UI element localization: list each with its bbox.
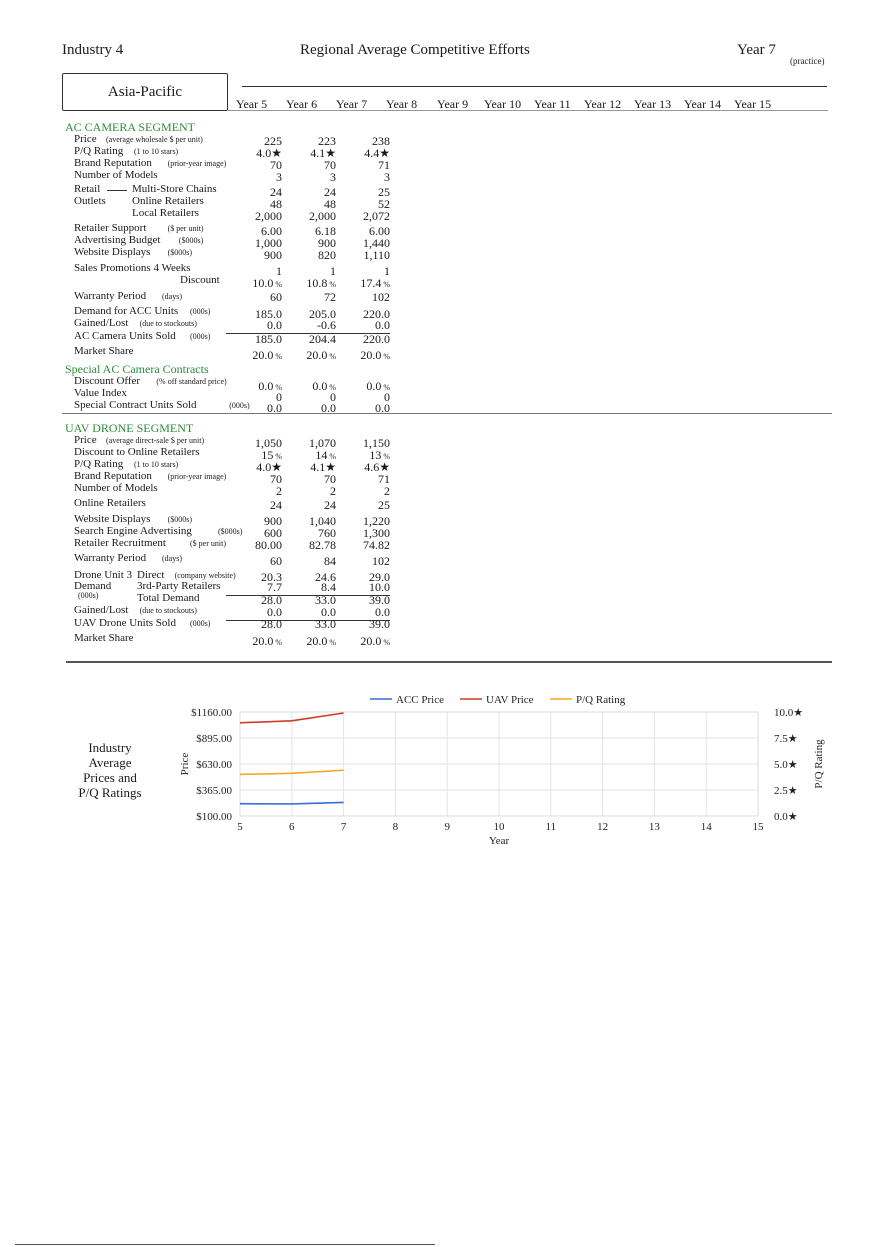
- row-sublabel: (days): [162, 554, 182, 563]
- percent-sign: %: [273, 452, 282, 461]
- value-text: 205.0: [309, 307, 336, 321]
- row-label: Online Retailers: [132, 195, 204, 207]
- uav-segment-title: UAV DRONE SEGMENT: [65, 421, 194, 435]
- row-label: Retailer Support: [74, 222, 147, 234]
- header-rule: [242, 86, 827, 87]
- value-text: 24: [270, 185, 282, 199]
- value-text: 0.0: [321, 605, 336, 619]
- x-tick-label: 5: [237, 821, 243, 833]
- value-text: 900: [264, 514, 282, 528]
- value-text: 20.0: [360, 634, 382, 648]
- value-cell: [334, 538, 390, 553]
- y-tick-label: $630.00: [196, 759, 232, 771]
- chart-side-label-line: Average: [88, 755, 132, 770]
- value-text: 20.0: [360, 348, 382, 362]
- y-tick-label: $1160.00: [191, 707, 232, 719]
- row-label: Discount Offer: [74, 375, 141, 387]
- value-cell: [334, 290, 390, 305]
- value-text: 760: [318, 526, 336, 540]
- value-text: 2,072: [363, 209, 390, 223]
- row-label: Market Share: [74, 632, 134, 644]
- row-label: Local Retailers: [132, 207, 199, 219]
- value-text: 0.0: [267, 605, 282, 619]
- x-tick-label: 8: [392, 821, 399, 833]
- row-label: Number of Models: [74, 169, 158, 181]
- value-text: 1: [384, 264, 390, 278]
- percent-sign: %: [381, 383, 390, 392]
- value-text: 84: [324, 554, 336, 568]
- year-header: Year 8: [386, 97, 418, 111]
- row-label: Website Displays: [74, 246, 151, 258]
- value-cell: [334, 170, 390, 185]
- percent-sign: %: [327, 638, 336, 647]
- value-text: 820: [318, 248, 336, 262]
- value-text: 238: [372, 134, 390, 148]
- y-tick-label: $895.00: [196, 733, 232, 745]
- value-cell: [226, 332, 282, 347]
- value-text: 220.0: [363, 332, 390, 346]
- x-tick-label: 7: [340, 821, 347, 833]
- value-text: 25: [378, 185, 390, 199]
- row-label: Price: [74, 434, 97, 446]
- value-text: 82.78: [309, 538, 336, 552]
- value-cell: [280, 498, 336, 513]
- page-title: Regional Average Competitive Efforts: [300, 42, 530, 58]
- row-label: Warranty Period: [74, 290, 147, 302]
- value-text: 60: [270, 554, 282, 568]
- value-cell: [280, 276, 336, 291]
- value-text: 185.0: [255, 307, 282, 321]
- row-label: Discount: [180, 274, 220, 286]
- y-tick-label: $100.00: [196, 811, 232, 823]
- percent-sign: %: [381, 352, 390, 361]
- row-sublabel: (prior-year image): [167, 472, 227, 481]
- percent-sign: %: [273, 280, 282, 289]
- value-cell: [280, 290, 336, 305]
- value-text: 80.00: [255, 538, 282, 552]
- x-tick-label: 10: [493, 821, 505, 833]
- value-text: 3: [384, 170, 390, 184]
- row-label: Outlets: [74, 195, 106, 207]
- year-header: Year 7: [336, 97, 368, 111]
- y2-tick-label: 2.5★: [774, 785, 798, 797]
- x-tick-label: 11: [545, 821, 557, 833]
- value-text: 4.6★: [364, 460, 390, 474]
- value-text: 52: [378, 197, 390, 211]
- y2-tick-label: 10.0★: [774, 707, 804, 719]
- year-header: Year 11: [534, 97, 571, 111]
- value-cell: [280, 554, 336, 569]
- value-text: 4.1★: [310, 460, 336, 474]
- row-label: Demand: [74, 580, 112, 592]
- percent-sign: %: [273, 352, 282, 361]
- value-text: 600: [264, 526, 282, 540]
- y2-tick-label: 0.0★: [774, 811, 798, 823]
- value-text: 220.0: [363, 307, 390, 321]
- x-axis-label: Year: [488, 835, 510, 847]
- value-cell: [280, 348, 336, 363]
- value-text: 1,220: [363, 514, 390, 528]
- row-sublabel: (average wholesale $ per unit): [106, 135, 203, 144]
- value-text: 39.0: [369, 617, 390, 631]
- value-text: 24.6: [315, 570, 336, 584]
- row-label: P/Q Rating: [74, 458, 124, 470]
- row-label: Total Demand: [137, 592, 200, 604]
- value-text: 24: [270, 498, 282, 512]
- value-text: 39.0: [369, 593, 390, 607]
- row-label: Gained/Lost: [74, 317, 129, 329]
- row-label: AC Camera Units Sold: [74, 330, 176, 342]
- value-cell: [334, 484, 390, 499]
- footer-rule: [15, 1244, 435, 1245]
- value-cell: [280, 209, 336, 224]
- row-label: Advertising Budget: [74, 234, 161, 246]
- legend-label: UAV Price: [486, 694, 534, 706]
- row-label: Market Share: [74, 345, 134, 357]
- value-cell: [334, 332, 390, 347]
- value-text: 900: [318, 236, 336, 250]
- percent-sign: %: [381, 280, 390, 289]
- value-text: 20.0: [252, 348, 274, 362]
- value-cell: [334, 209, 390, 224]
- value-text: 0.0: [375, 401, 390, 415]
- value-text: 102: [372, 290, 390, 304]
- value-cell: [334, 498, 390, 513]
- row-sublabel: (1 to 10 stars): [134, 147, 179, 156]
- value-text: 0: [276, 390, 282, 404]
- value-text: 1,040: [309, 514, 336, 528]
- value-text: 1,300: [363, 526, 390, 540]
- value-text: 0: [384, 390, 390, 404]
- row-label: Gained/Lost: [74, 604, 129, 616]
- year-header: Year 6: [286, 97, 318, 111]
- percent-sign: %: [273, 638, 282, 647]
- value-cell: [226, 248, 282, 263]
- row-label: Warranty Period: [74, 552, 147, 564]
- y-tick-label: $365.00: [196, 785, 232, 797]
- x-tick-label: 13: [648, 821, 660, 833]
- value-text: 2: [330, 484, 336, 498]
- legend-label: ACC Price: [396, 694, 444, 706]
- chart-side-label-line: P/Q Ratings: [78, 785, 142, 800]
- row-sublabel: (000s): [190, 307, 211, 316]
- value-text: 20.3: [261, 570, 282, 584]
- year-label: Year 7: [737, 42, 776, 58]
- value-text: 33.0: [315, 617, 336, 631]
- row-sublabel: ($000s): [178, 236, 204, 245]
- value-text: 900: [264, 248, 282, 262]
- value-text: 225: [264, 134, 282, 148]
- value-text: 28.0: [261, 617, 282, 631]
- value-text: 72: [324, 290, 336, 304]
- value-text: 3: [330, 170, 336, 184]
- value-text: -0.6: [317, 318, 336, 332]
- row-sublabel: ($ per unit): [190, 539, 226, 548]
- value-text: 0.0: [258, 379, 274, 393]
- value-text: 0.0: [267, 318, 282, 332]
- row-label: 3rd-Party Retailers: [137, 580, 221, 592]
- row-label: Number of Models: [74, 482, 158, 494]
- row-label: Multi-Store Chains: [132, 183, 217, 195]
- year-header: Year 10: [484, 97, 522, 111]
- value-text: 0.0: [366, 379, 382, 393]
- value-cell: [280, 634, 336, 649]
- chart-side-label-line: Industry: [88, 740, 132, 755]
- value-text: 1,050: [255, 436, 282, 450]
- y-axis-label: Price: [179, 752, 191, 776]
- value-text: 0.0: [267, 401, 282, 415]
- value-text: 14: [315, 448, 328, 462]
- row-sublabel: (000s): [190, 332, 211, 341]
- acc-segment-title: AC CAMERA SEGMENT: [65, 120, 196, 134]
- price-pq-chart: [160, 688, 840, 858]
- value-text: 1: [330, 264, 336, 278]
- value-text: 4.1★: [310, 146, 336, 160]
- value-text: 70: [270, 472, 282, 486]
- value-cell: [280, 617, 336, 632]
- value-cell: [334, 634, 390, 649]
- value-cell: [280, 332, 336, 347]
- value-text: 70: [324, 472, 336, 486]
- row-label: Search Engine Advertising: [74, 525, 192, 537]
- value-text: 70: [324, 158, 336, 172]
- row-label: Direct: [137, 569, 165, 581]
- row-sublabel: ($000s): [167, 515, 193, 524]
- value-text: 10.8: [306, 276, 328, 290]
- value-text: 2: [276, 484, 282, 498]
- value-cell: [334, 248, 390, 263]
- percent-sign: %: [273, 383, 282, 392]
- value-cell: [226, 634, 282, 649]
- value-text: 71: [378, 472, 390, 486]
- value-text: 2: [384, 484, 390, 498]
- row-label: Price: [74, 133, 97, 145]
- value-text: 10.0: [252, 276, 274, 290]
- row-label: Online Retailers: [74, 497, 146, 509]
- value-cell: [280, 170, 336, 185]
- value-cell: [226, 348, 282, 363]
- value-text: 2,000: [309, 209, 336, 223]
- value-cell: [226, 498, 282, 513]
- value-cell: [226, 290, 282, 305]
- value-text: 2,000: [255, 209, 282, 223]
- value-text: 7.7: [267, 580, 282, 594]
- value-cell: [334, 348, 390, 363]
- value-text: 24: [324, 185, 336, 199]
- value-text: 48: [324, 197, 336, 211]
- value-text: 20.0: [306, 348, 328, 362]
- y2-tick-label: 7.5★: [774, 733, 798, 745]
- value-text: 0.0: [321, 401, 336, 415]
- row-label: Discount to Online Retailers: [74, 446, 200, 458]
- x-tick-label: 15: [752, 821, 764, 833]
- industry-label: Industry 4: [62, 42, 124, 58]
- row-label: UAV Drone Units Sold: [74, 617, 176, 629]
- value-cell: [334, 554, 390, 569]
- value-text: 8.4: [321, 580, 336, 594]
- value-text: 1,440: [363, 236, 390, 250]
- year-header: Year 5: [236, 97, 268, 111]
- section-divider: [62, 413, 832, 414]
- row-sublabel: (% off standard price): [156, 377, 227, 386]
- value-text: 25: [378, 498, 390, 512]
- chart-side-label-line: Prices and: [83, 770, 137, 785]
- row-label: Sales Promotions 4 Weeks: [74, 262, 191, 274]
- value-cell: [226, 538, 282, 553]
- y2-tick-label: 5.0★: [774, 759, 798, 771]
- value-text: 1,110: [363, 248, 390, 262]
- value-cell: [226, 170, 282, 185]
- value-text: 185.0: [255, 332, 282, 346]
- row-sublabel: (company website): [174, 571, 236, 580]
- value-text: 4.0★: [256, 146, 282, 160]
- row-label: P/Q Rating: [74, 145, 124, 157]
- row-label: Website Displays: [74, 513, 151, 525]
- row-sublabel: ($000s): [218, 527, 243, 536]
- row-label: Retailer Recruitment: [74, 537, 166, 549]
- value-text: 74.82: [363, 538, 390, 552]
- chart-side-label: [70, 740, 150, 800]
- value-text: 223: [318, 134, 336, 148]
- value-text: 1: [276, 264, 282, 278]
- value-text: 6.00: [261, 224, 282, 238]
- value-text: 102: [372, 554, 390, 568]
- row-label: Retail: [74, 183, 101, 195]
- value-cell: [226, 617, 282, 632]
- year-header: Year 15: [734, 97, 772, 111]
- practice-note: (practice): [790, 56, 825, 66]
- value-text: 4.0★: [256, 460, 282, 474]
- row-label: Demand for ACC Units: [74, 305, 179, 317]
- x-tick-label: 9: [444, 821, 450, 833]
- value-text: 28.0: [261, 593, 282, 607]
- special-contracts-title: Special AC Camera Contracts: [65, 362, 209, 376]
- row-sublabel: (due to stockouts): [139, 606, 197, 615]
- value-cell: [280, 538, 336, 553]
- value-text: 13: [369, 448, 382, 462]
- percent-sign: %: [327, 383, 336, 392]
- value-text: 0.0: [375, 605, 390, 619]
- year-header: Year 9: [437, 97, 469, 111]
- bracket-line: [107, 190, 127, 191]
- value-text: 0.0: [312, 379, 328, 393]
- row-label: Brand Reputation: [74, 470, 152, 482]
- value-text: 1,000: [255, 236, 282, 250]
- value-text: 71: [378, 158, 390, 172]
- value-cell: [226, 484, 282, 499]
- year-header: Year 13: [634, 97, 672, 111]
- percent-sign: %: [381, 452, 390, 461]
- value-cell: [334, 276, 390, 291]
- value-text: 20.0: [252, 634, 274, 648]
- row-sublabel: ($000s): [167, 248, 193, 257]
- row-sublabel: (000s): [190, 619, 211, 628]
- value-text: 0: [330, 390, 336, 404]
- row-sublabel: (1 to 10 stars): [134, 460, 179, 469]
- value-text: 24: [324, 498, 336, 512]
- row-label: Special Contract Units Sold: [74, 399, 197, 411]
- row-label: Drone Unit 3: [74, 569, 133, 581]
- row-sublabel: (000s): [229, 401, 250, 410]
- value-cell: [280, 484, 336, 499]
- value-text: 10.0: [369, 580, 390, 594]
- x-tick-label: 6: [289, 821, 295, 833]
- value-text: 17.4: [360, 276, 382, 290]
- year-header: Year 12: [584, 97, 622, 111]
- percent-sign: %: [327, 280, 336, 289]
- value-text: 0.0: [375, 318, 390, 332]
- value-cell: [226, 554, 282, 569]
- value-cell: [334, 617, 390, 632]
- region-tab[interactable]: Asia-Pacific: [62, 73, 228, 111]
- value-text: 29.0: [369, 570, 390, 584]
- value-text: 20.0: [306, 634, 328, 648]
- value-text: 1,070: [309, 436, 336, 450]
- value-text: 70: [270, 158, 282, 172]
- year-header: Year 14: [684, 97, 722, 111]
- percent-sign: %: [327, 352, 336, 361]
- row-sublabel: ($ per unit): [167, 224, 204, 233]
- value-text: 6.18: [315, 224, 336, 238]
- legend-label: P/Q Rating: [576, 694, 626, 706]
- value-text: 48: [270, 197, 282, 211]
- row-sublabel: (days): [162, 292, 182, 301]
- value-text: 3: [276, 170, 282, 184]
- row-label: Value Index: [74, 387, 127, 399]
- row-sublabel: (000s): [78, 591, 99, 600]
- x-tick-label: 14: [700, 821, 712, 833]
- value-cell: [226, 209, 282, 224]
- value-text: 204.4: [309, 332, 336, 346]
- value-cell: [226, 276, 282, 291]
- value-text: 15: [261, 448, 274, 462]
- value-text: 4.4★: [364, 146, 390, 160]
- value-text: 33.0: [315, 593, 336, 607]
- row-label: Brand Reputation: [74, 157, 152, 169]
- row-sublabel: (due to stockouts): [139, 319, 197, 328]
- y2-axis-label: P/Q Rating: [813, 739, 825, 789]
- percent-sign: %: [381, 638, 390, 647]
- value-cell: [280, 248, 336, 263]
- value-text: 1,150: [363, 436, 390, 450]
- value-text: 6.00: [369, 224, 390, 238]
- value-text: 60: [270, 290, 282, 304]
- x-tick-label: 12: [597, 821, 609, 833]
- row-sublabel: (prior-year image): [167, 159, 227, 168]
- percent-sign: %: [327, 452, 336, 461]
- row-sublabel: (average direct-sale $ per unit): [106, 436, 205, 445]
- bottom-rule: [66, 661, 832, 663]
